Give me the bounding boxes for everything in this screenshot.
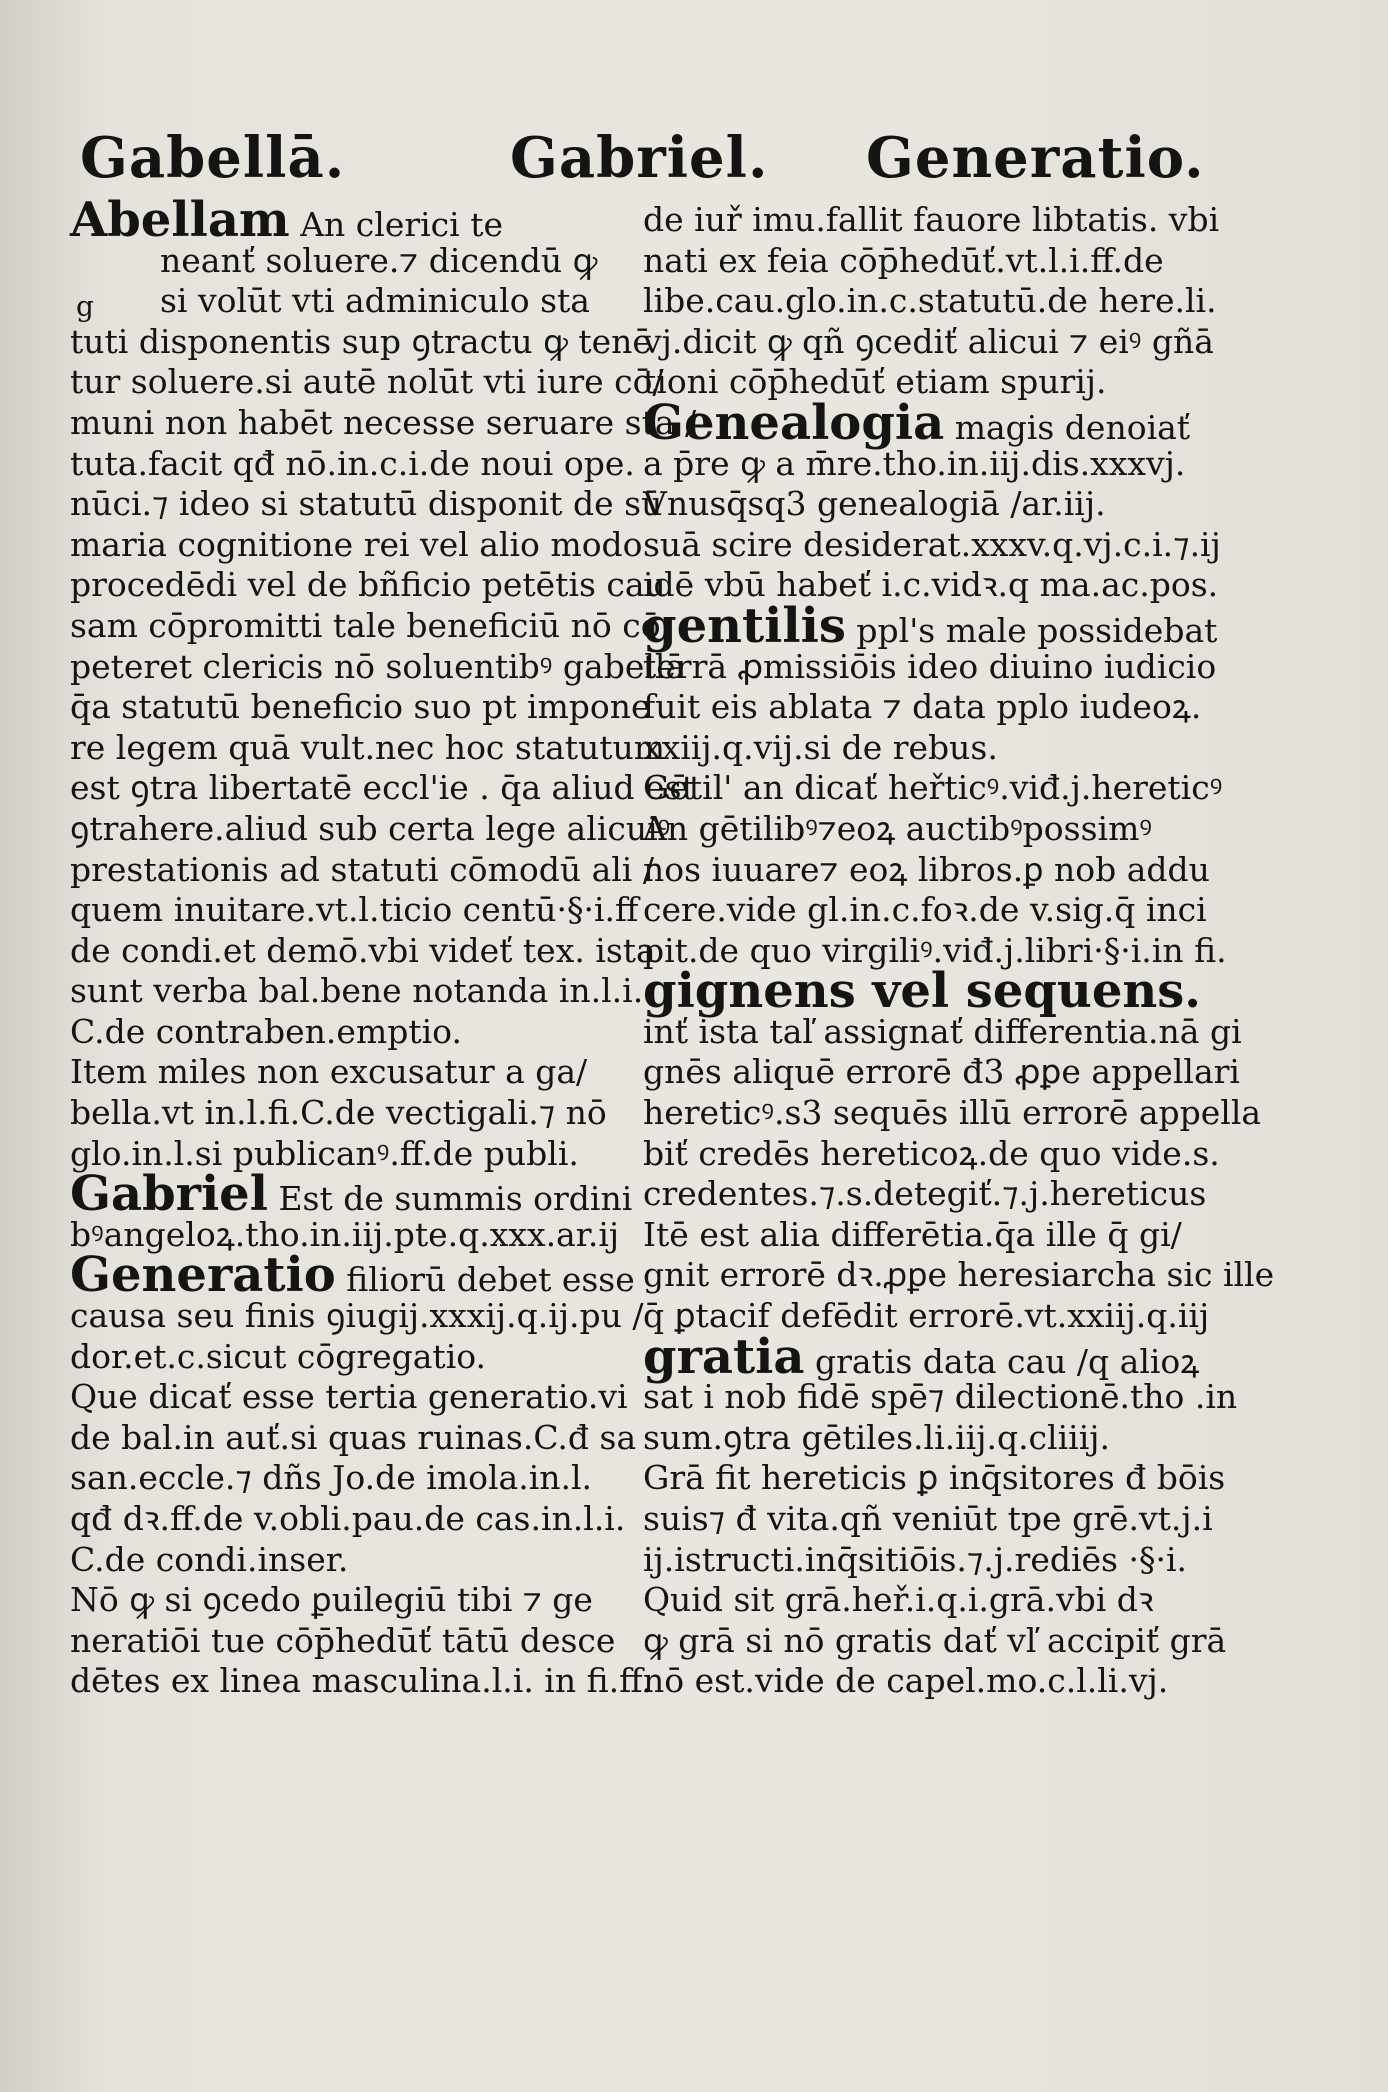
line-text: terrā ꝓmissiōis ideo diuino iudicio <box>643 646 1217 686</box>
line-text: sam cōpromitti tale beneficiū nō cō <box>70 605 661 645</box>
line-text: tioni cōp̄hedūť etiam spurij. <box>643 362 1107 402</box>
text-line <box>70 321 652 363</box>
text-line <box>643 1580 1154 1621</box>
text-line <box>70 930 656 972</box>
line-text: sunt verba bal.bene notanda in.l.i. <box>70 971 644 1011</box>
line-text: magis denoiať <box>954 407 1191 447</box>
text-line <box>70 1296 644 1337</box>
text-line <box>643 1661 1169 1702</box>
line-text: qđ dꝛ.ff.de v.obli.pau.de cas.in.l.i. <box>70 1499 626 1538</box>
line-text: Gētil' an dicať heřticꝰ.viđ.j.hereticꝰ <box>643 768 1223 808</box>
running-head-center: Gabriel. <box>510 125 769 191</box>
text-line <box>643 240 1164 282</box>
line-text: maria cognitione rei vel alio modo <box>70 524 643 564</box>
text-line <box>70 646 686 688</box>
line-text: C.de contraben.emptio. <box>70 1011 462 1051</box>
line-text: tuta.facit qđ nō.in.c.i.de noui ope. <box>70 443 635 483</box>
text-line <box>70 1337 575 1378</box>
text-line <box>643 1377 1238 1418</box>
text-line <box>70 484 663 525</box>
line-text: gnit errorē dꝛ.ꝓꝑe heresiarcha sic ille <box>643 1255 1275 1295</box>
line-text: tur soluere.si autē nolūt vti iure cō/ <box>70 362 664 402</box>
text-line <box>643 321 1214 363</box>
line-text: sum.ꝯtra gētiles.li.iij.q.cliiij. <box>643 1417 1110 1457</box>
text-line <box>70 1580 593 1621</box>
line-text: nati ex feia cōp̄hedūť.vt.l.i.ff.de <box>643 240 1164 280</box>
text-line <box>643 849 1210 891</box>
line-text: ꝙ grā si nō gratis dať vľ accipiť grā <box>643 1620 1227 1660</box>
line-text: Que dicať esse tertia generatio.vi <box>70 1377 628 1417</box>
text-line <box>70 1540 575 1581</box>
line-text: sat i nob fidē spē⁊ dilectionē.tho .in <box>643 1377 1238 1417</box>
text-line <box>643 281 1217 322</box>
text-line <box>643 524 1221 566</box>
text-line <box>70 281 590 322</box>
text-line <box>643 1539 1188 1581</box>
line-text: est ꝯtra libertatē eccl'ie . q̄a aliud est <box>70 768 695 808</box>
text-line <box>70 1052 588 1093</box>
line-text: hereticꝰ.s3 sequēs illū errorē appella <box>643 1093 1262 1133</box>
line-text: de condi.et demō.vbi videť tex. ista <box>70 930 656 970</box>
text-line <box>70 402 697 444</box>
text-line <box>70 849 654 891</box>
line-text: muni non habēt necesse seruare sta / <box>70 402 697 442</box>
text-line <box>643 1214 1182 1256</box>
right-column <box>643 200 1275 1702</box>
text-line <box>643 1052 1240 1093</box>
line-text: a p̄re ꝙ a m̄re.tho.in.iij.dis.xxxvj. <box>643 443 1186 483</box>
line-text: Nō ꝙ si ꝯcedo ꝑuilegiū tibi ⁊ ge <box>70 1580 593 1620</box>
text-line <box>70 605 661 647</box>
line-text: glo.in.l.si publicanꝰ.ff.de publi. <box>70 1133 579 1173</box>
line-text: biť credēs hereticoꝝ.de quo vide.s. <box>643 1133 1220 1173</box>
line-text: suā scire desiderat.xxxv.q.vj.c.i.⁊.ij <box>643 524 1221 564</box>
entry-heading: gignens vel sequens. <box>643 963 1201 1020</box>
entry-heading: Genealogia <box>643 394 945 451</box>
text-line <box>643 1093 1262 1134</box>
line-text: bella.vt in.l.fi.C.de vectigali.⁊ nō <box>70 1093 607 1133</box>
text-line <box>643 1133 1220 1175</box>
text-line <box>70 727 666 769</box>
line-text: Item miles non excusatur a ga/ <box>70 1052 588 1092</box>
text-line <box>643 1011 1242 1053</box>
text-line <box>70 768 695 809</box>
text-line <box>643 394 1191 451</box>
text-line <box>643 768 1223 809</box>
line-text: pit.de quo virgiliꝰ.viđ.j.libri·§·i.in fi. <box>643 930 1227 970</box>
line-text: si volūt vti adminiculo sta <box>160 281 590 321</box>
text-line <box>643 1418 1133 1459</box>
entry-heading: Gabriel <box>70 1166 268 1223</box>
running-head-right: Generatio. <box>866 125 1205 191</box>
signature-mark: g <box>76 290 94 323</box>
text-line <box>70 1417 637 1459</box>
text-line <box>643 1174 1207 1215</box>
line-text: Vnusq̄sq3 genealogiā /ar.iij. <box>643 484 1106 524</box>
entry-heading: Abellam <box>70 192 290 248</box>
line-text: fuit eis ablata ⁊ data pplo iudeoꝝ. <box>643 687 1202 727</box>
line-text: re legem quā vult.nec hoc statutum <box>70 727 666 767</box>
line-text: nō est.vide de capel.mo.c.l.li.vj. <box>643 1661 1169 1701</box>
entry-heading: Generatio <box>70 1247 336 1304</box>
text-line <box>70 1093 607 1134</box>
line-text: vj.dicit ꝙ qñ ꝯcediť alicui ⁊ eiꝰ gñā <box>643 321 1214 361</box>
text-line <box>70 687 651 728</box>
line-text: tuti disponentis sup ꝯtractu ꝙ tenē <box>70 321 652 361</box>
line-text: de iuř imu.fallit fauore libtatis. vbi <box>643 200 1220 239</box>
line-text: cere.vide gl.in.c.foꝛ.de v.sig.q̄ inci <box>643 890 1207 930</box>
text-line <box>70 362 664 403</box>
line-text: xxiij.q.vij.si de rebus. <box>643 727 998 767</box>
line-text: An clerici te <box>300 205 503 244</box>
text-line <box>70 1499 626 1540</box>
text-line <box>70 1458 593 1499</box>
text-line <box>70 1247 635 1304</box>
line-text: libe.cau.glo.in.c.statutū.de here.li. <box>643 281 1217 321</box>
text-line <box>643 200 1220 241</box>
line-text: quem inuitare.vt.l.ticio centū·§·i.ff <box>70 890 639 930</box>
text-line <box>643 890 1207 931</box>
text-line <box>70 524 643 566</box>
text-line <box>643 484 1133 525</box>
text-line <box>643 808 1152 850</box>
line-text: ppl's male possidebat <box>856 610 1218 650</box>
text-line <box>643 1328 1200 1385</box>
line-text: gratis data cau /q alioꝝ <box>814 1341 1200 1381</box>
text-line <box>643 728 1133 769</box>
line-text: dor.et.c.sicut cōgregatio. <box>70 1336 487 1376</box>
text-line <box>643 646 1217 688</box>
line-text: q̄ ꝑtacif defēdit errorē.vt.xxiij.q.iij <box>643 1296 1210 1336</box>
text-line <box>70 443 635 485</box>
line-text: nūci.⁊ ideo si statutū disponit de sū <box>70 484 663 524</box>
line-text: de bal.in auť.si quas ruinas.C.đ sa <box>70 1417 637 1457</box>
line-text: idē vbū habeť i.c.vidꝛ.q ma.ac.pos. <box>643 565 1219 605</box>
text-line <box>70 890 639 931</box>
text-line <box>643 963 1201 1020</box>
line-text: neratiōi tue cōp̄hedūť tātū desce <box>70 1620 616 1660</box>
text-line <box>643 443 1186 485</box>
line-text: prestationis ad statuti cōmodū ali / <box>70 849 654 889</box>
entry-heading: gratia <box>643 1328 805 1385</box>
line-text: gnēs aliquē errorē đ3 ꝓꝑe appellari <box>643 1052 1240 1092</box>
text-line <box>70 565 666 606</box>
text-line <box>70 1620 616 1662</box>
line-text: neanť soluere.⁊ dicendū ꝙ <box>160 240 598 280</box>
text-line <box>643 687 1202 728</box>
text-line <box>70 808 671 850</box>
line-text: ij.istructi.inq̄sitiōis.⁊.j.rediēs ·§·i. <box>643 1539 1188 1579</box>
text-line <box>643 1620 1227 1662</box>
text-line <box>70 1661 652 1702</box>
line-text: nos iuuare⁊ eoꝝ libros.ꝑ nob addu <box>643 849 1210 889</box>
text-line <box>70 192 575 248</box>
line-text: ꝯtrahere.aliud sub certa lege alicuiꝰ <box>70 808 671 848</box>
line-text: dētes ex linea masculina.l.i. in fi.ff. <box>70 1661 652 1701</box>
text-line <box>643 1255 1275 1296</box>
text-line <box>643 1458 1226 1499</box>
line-text: peteret clericis nō soluentibꝰ gabellā <box>70 646 686 686</box>
line-text: causa seu finis ꝯiugij.xxxij.q.ij.pu / <box>70 1296 644 1336</box>
line-text: An gētilibꝰ⁊eoꝝ auctibꝰpossimꝰ <box>643 808 1152 848</box>
line-text: procedēdi vel de bñficio petētis cau <box>70 565 666 605</box>
line-text: suis⁊ đ vita.qñ veniūt tpe grē.vt.j.i <box>643 1499 1213 1538</box>
entry-heading: gentilis <box>643 597 846 654</box>
line-text: san.eccle.⁊ dñs Jo.de imola.in.l. <box>70 1458 593 1498</box>
line-text: Grā fit hereticis ꝑ inq̄sitores đ bōis <box>643 1458 1226 1498</box>
line-text: inť ista taľ assignať differentia.nā gi <box>643 1011 1242 1051</box>
text-line <box>70 1166 633 1223</box>
line-text: bꝰangeloꝝ.tho.in.iij.pte.q.xxx.ar.ij <box>70 1214 620 1254</box>
line-text: Itē est alia differētia.q̄a ille q̄ gi/ <box>643 1214 1182 1254</box>
text-line <box>643 597 1218 654</box>
line-text: C.de condi.inser. <box>70 1539 349 1579</box>
line-text: filiorū debet esse <box>346 1260 635 1300</box>
left-column <box>70 192 697 1702</box>
line-text: credentes.⁊.s.detegiť.⁊.j.hereticus <box>643 1174 1207 1214</box>
text-line <box>70 1012 575 1053</box>
text-line <box>643 1499 1213 1540</box>
text-line <box>70 971 644 1012</box>
text-line <box>70 1377 628 1418</box>
line-text: Est de summis ordini <box>278 1179 633 1219</box>
line-text: q̄a statutū beneficio suo pt impone <box>70 687 651 727</box>
line-text: Quid sit grā.heř.i.q.i.grā.vbi dꝛ <box>643 1580 1154 1620</box>
running-head-left: Gabellā. <box>80 125 346 191</box>
